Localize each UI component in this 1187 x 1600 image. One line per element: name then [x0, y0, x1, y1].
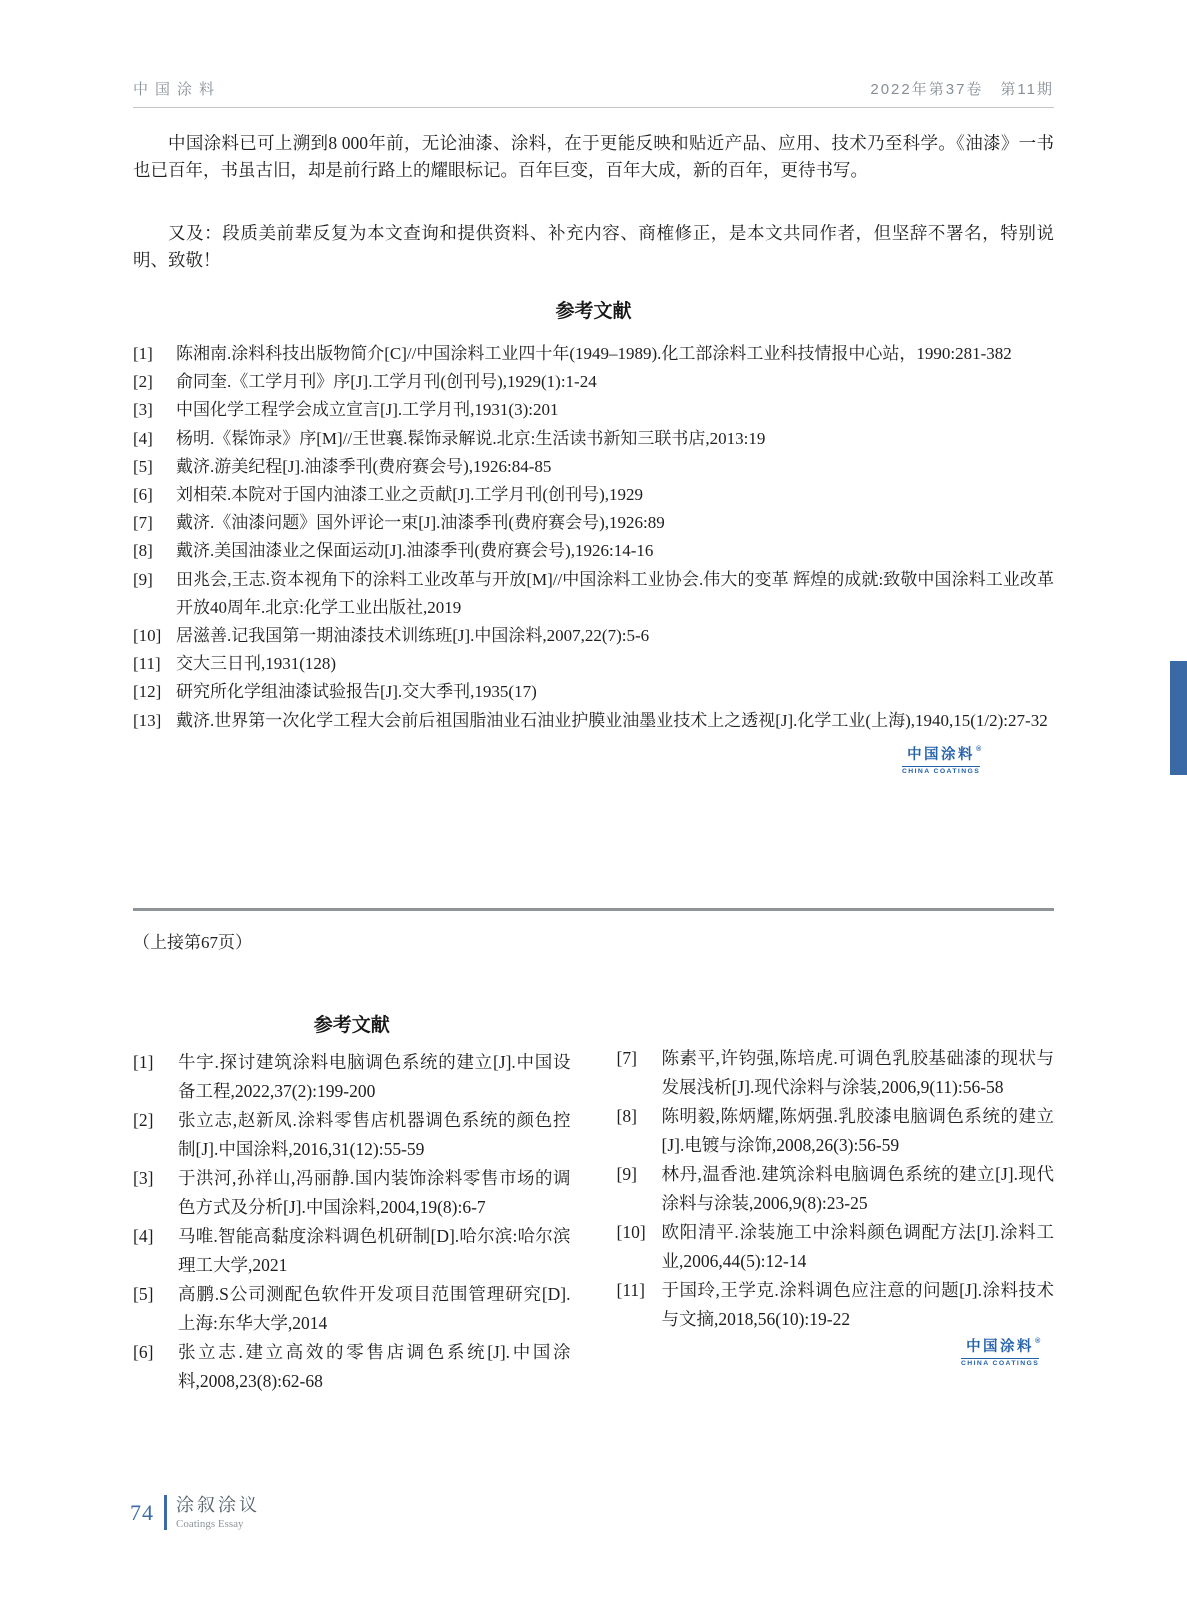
left-column — [133, 1014, 571, 1396]
reference-item — [133, 425, 1054, 453]
reference-number: [6] — [133, 485, 153, 505]
column-title-en: Coatings Essay — [176, 1518, 244, 1530]
reference-number: [12] — [133, 682, 162, 702]
reference-number: [7] — [616, 1048, 637, 1068]
reference-item — [133, 368, 1054, 396]
reference-item — [133, 1106, 571, 1164]
reference-text: 于国玲,王学克.涂料调色应注意的问题[J].涂料技术与文摘,2018,56(10):19-22 — [661, 1280, 1054, 1329]
column-title-cn: 涂叙涂议 — [176, 1495, 260, 1515]
page-header — [133, 78, 1054, 108]
continued-from-note: （上接第67页） — [133, 933, 252, 952]
reference-number: [3] — [133, 400, 153, 420]
reference-number: [11] — [133, 654, 161, 674]
references-heading-top: 参考文献 — [555, 301, 632, 322]
page-footer — [130, 1495, 260, 1530]
article-content — [133, 130, 1054, 735]
reference-text: 戴济.世界第一次化学工程大会前后祖国脂油业石油业护膜业油墨业技术上之透视[J].化学工业(上海),1940,15(1/2):27-32 — [176, 710, 1048, 730]
reference-item — [133, 537, 1054, 565]
reference-number: [7] — [133, 513, 153, 533]
reference-number: [2] — [133, 1110, 154, 1130]
reference-number: [11] — [616, 1280, 646, 1300]
reference-item — [133, 453, 1054, 481]
intro-paragraph-1: 中国涂料已可上溯到8 000年前，无论油漆、涂料，在于更能反映和贴近产品、应用、技术乃至科学。《油漆》一书也已百年，书虽古旧，却是前行路上的耀眼标记。百年巨变，百年大成，新的百年，更待书写。 — [133, 133, 1054, 180]
references-list-top — [133, 340, 1054, 735]
intro-paragraph-2: 又及：段质美前辈反复为本文查询和提供资料、补充内容、商榷修正，是本文共同作者，但坚辞不署名，特别说明、致敬！ — [133, 223, 1054, 270]
reference-item — [133, 396, 1054, 424]
reference-number: [9] — [133, 569, 153, 589]
reference-item — [133, 1280, 571, 1338]
journal-name: 中国涂料 — [133, 81, 222, 98]
reference-item — [133, 1048, 571, 1106]
reference-number: [9] — [616, 1164, 637, 1184]
reference-text: 田兆会,王志.资本视角下的涂料工业改革与开放[M]//中国涂料工业协会.伟大的变革 辉煌的成就:致敬中国涂料工业改革开放40周年.北京:化学工业出版社,2019 — [176, 569, 1054, 617]
registered-mark: ® — [976, 746, 984, 753]
issue-info: 2022年第37卷 第11期 — [870, 81, 1054, 98]
reference-item — [133, 1338, 571, 1396]
reference-number: [3] — [133, 1168, 154, 1188]
reference-text: 研究所化学组油漆试验报告[J].交大季刊,1935(17) — [176, 682, 537, 702]
china-coatings-logo — [961, 1338, 1043, 1368]
reference-text: 杨明.《髹饰录》序[M]//王世襄.髹饰录解说.北京:生活读书新知三联书店,2013:19 — [176, 428, 766, 448]
reference-text: 陈素平,许钧强,陈培虎.可调色乳胶基础漆的现状与发展浅析[J].现代涂料与涂装,2006,9(11):56-58 — [661, 1048, 1054, 1097]
reference-text: 林丹,温香池.建筑涂料电脑调色系统的建立[J].现代涂料与涂装,2006,9(8):23-25 — [661, 1164, 1054, 1213]
reference-text: 马唯.智能高黏度涂料调色机研制[D].哈尔滨:哈尔滨理工大学,2021 — [178, 1226, 571, 1275]
reference-text: 刘相荣.本院对于国内油漆工业之贡献[J].工学月刊(创刊号),1929 — [176, 485, 644, 505]
reference-item — [133, 1164, 571, 1222]
reference-item — [617, 1044, 1055, 1102]
reference-number: [6] — [133, 1342, 154, 1362]
reference-number: [8] — [133, 541, 153, 561]
reference-number: [13] — [133, 710, 162, 730]
logo-cn-text: 中国涂料 ® — [907, 746, 984, 763]
reference-item — [133, 622, 1054, 650]
references-heading-bottom: 参考文献 — [313, 1015, 390, 1036]
reference-number: [1] — [133, 344, 153, 363]
reference-text: 于洪河,孙祥山,冯丽静.国内装饰涂料零售市场的调色方式及分析[J].中国涂料,2004,19(8):6-7 — [178, 1168, 571, 1217]
reference-item — [617, 1160, 1055, 1218]
reference-item — [133, 340, 1054, 368]
reference-text: 张立志,赵新凤.涂料零售店机器调色系统的颜色控制[J].中国涂料,2016,31(12):55-59 — [178, 1110, 571, 1159]
reference-text: 戴济.游美纪程[J].油漆季刊(费府赛会号),1926:84-85 — [176, 456, 552, 476]
reference-item — [617, 1102, 1055, 1160]
footer-column-title — [176, 1495, 260, 1530]
reference-item — [133, 707, 1054, 735]
page-edge-tab — [1170, 661, 1187, 775]
reference-item — [133, 481, 1054, 509]
section-divider — [133, 908, 1054, 911]
reference-number: [10] — [133, 626, 162, 646]
reference-number: [4] — [133, 1226, 154, 1246]
reference-text: 牛宇.探讨建筑涂料电脑调色系统的建立[J].中国设备工程,2022,37(2):199-200 — [178, 1052, 571, 1101]
reference-text: 戴济.《油漆问题》国外评论一束[J].油漆季刊(费府赛会号),1926:89 — [176, 513, 665, 533]
reference-text: 张立志.建立高效的零售店调色系统[J].中国涂料,2008,23(8):62-68 — [178, 1342, 571, 1391]
reference-item — [133, 509, 1054, 537]
reference-number: [10] — [616, 1222, 646, 1242]
references-list-left — [133, 1048, 571, 1396]
footer-divider-bar — [164, 1495, 167, 1530]
reference-number: [1] — [133, 1052, 154, 1072]
reference-item — [133, 678, 1054, 706]
reference-text: 戴济.美国油漆业之保面运动[J].油漆季刊(费府赛会号),1926:14-16 — [176, 541, 654, 561]
reference-item — [617, 1276, 1055, 1334]
reference-number: [4] — [133, 428, 153, 448]
reference-text: 陈明毅,陈炳耀,陈炳强.乳胶漆电脑调色系统的建立[J].电镀与涂饰,2008,26(3):56-59 — [661, 1106, 1054, 1155]
logo-cn-text: 中国涂料 ® — [966, 1338, 1043, 1355]
logo-en-text: CHINA COATINGS — [961, 1358, 1039, 1368]
reference-number: [5] — [133, 1284, 154, 1304]
reference-text: 欧阳清平.涂装施工中涂料颜色调配方法[J].涂料工业,2006,44(5):12-14 — [661, 1222, 1054, 1271]
reference-text: 中国化学工程学会成立宣言[J].工学月刊,1931(3):201 — [176, 400, 559, 420]
reference-item — [617, 1218, 1055, 1276]
reference-text: 居滋善.记我国第一期油漆技术训练班[J].中国涂料,2007,22(7):5-6 — [176, 626, 650, 646]
logo-en-text: CHINA COATINGS — [902, 766, 980, 776]
page-number: 74 — [130, 1500, 154, 1525]
reference-text: 陈湘南.涂料科技出版物简介[C]//中国涂料工业四十年(1949–1989).化工部涂料工业科技情报中心站，1990:281-382 — [176, 344, 1012, 363]
reference-item — [133, 1222, 571, 1280]
china-coatings-logo — [902, 746, 984, 776]
registered-mark: ® — [1035, 1338, 1043, 1345]
continuation-columns — [133, 1014, 1054, 1396]
reference-number: [2] — [133, 372, 153, 392]
reference-number: [8] — [616, 1106, 637, 1126]
reference-text: 俞同奎.《工学月刊》序[J].工学月刊(创刊号),1929(1):1-24 — [176, 372, 597, 392]
reference-text: 交大三日刊,1931(128) — [176, 654, 337, 674]
reference-number: [5] — [133, 456, 153, 476]
reference-item — [133, 566, 1054, 622]
reference-item — [133, 650, 1054, 678]
references-list-right — [617, 1044, 1055, 1334]
reference-text: 高鹏.S公司测配色软件开发项目范围管理研究[D].上海:东华大学,2014 — [178, 1284, 571, 1333]
